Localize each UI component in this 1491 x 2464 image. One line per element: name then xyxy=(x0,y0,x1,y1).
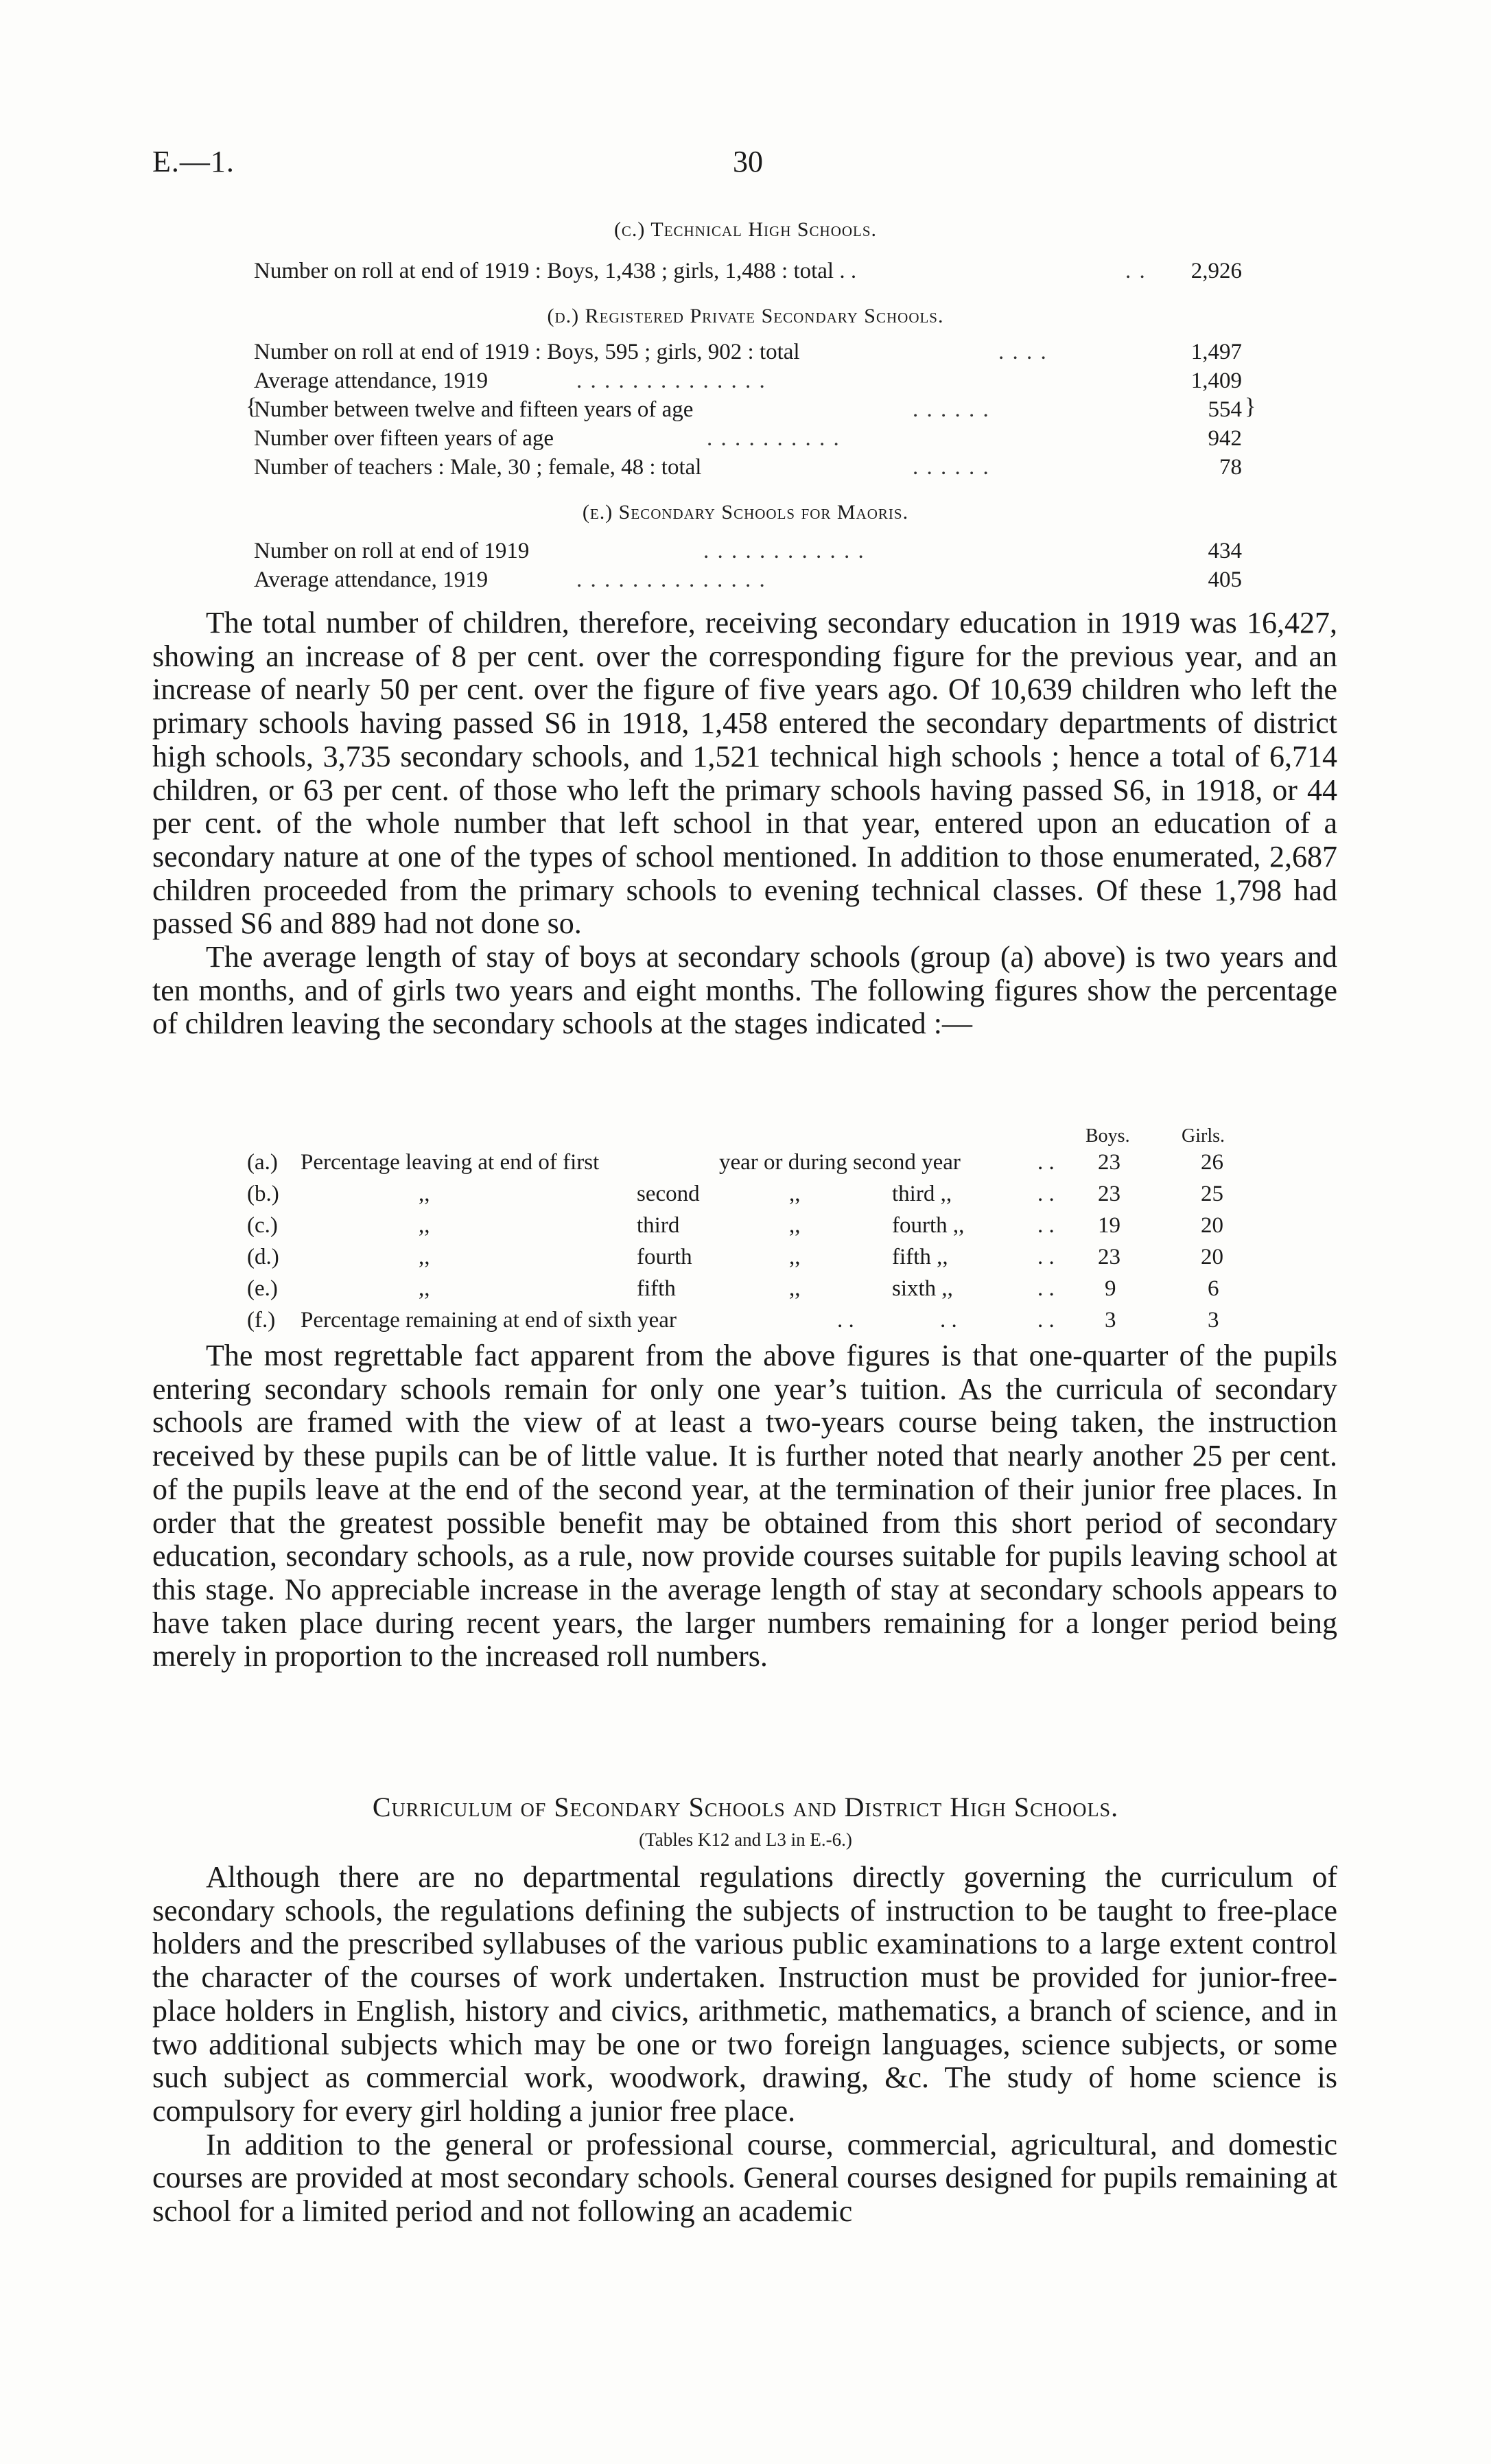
table-row: (a.) Percentage leaving at end of first year or during second year . . 23 26 xyxy=(247,1150,1223,1175)
technical-title: (c.) Technical High Schools. xyxy=(613,218,878,241)
stat-row: Number on roll at end of 1919 : Boys, 1,438 ; girls, 1,488 : total . . . . 2,926 xyxy=(254,259,1242,283)
stat-row: Number on roll at end of 1919 : Boys, 595 ; girls, 902 : total . . . . 1,497 xyxy=(254,340,1242,364)
table-row: (d.) ,, fourth ,, fifth ,, . . 23 20 xyxy=(247,1245,1223,1269)
maori-title: (e.) Secondary Schools for Maoris. xyxy=(582,501,909,524)
stat-row: Number on roll at end of 1919 . . . . . . . . . . . . 434 xyxy=(254,539,1242,563)
series-label: E.—1. xyxy=(152,145,235,178)
paragraph: The total number of children, therefore, receiving secondary education in 1919 was 16,427, showing an increase of 8 per cent. over the corresponding figure for the previous year, and an increase of nearly 50 per cent. over the figure of five years ago. Of 10,639 children who left the primary schools having passed S6 in 1918, 1,458 entered the secondary departments of district high schools, 3,735 secondary schools, and 1,521 technical high schools ; hence a total of 6,714 children, or 63 per cent. of those who left the primary schools having passed S6, in 1918, or 44 per cent. of the whole number that left school in that year, entered upon an education of a secondary nature at one of the types of school mentioned. In addition to those enumerated, 2,687 children proceeded from the primary schools to evening technical classes. Of these 1,798 had passed S6 and 889 had not done so. xyxy=(152,606,1337,941)
stat-row: Average attendance, 1919 . . . . . . . . . . . . . . 405 xyxy=(254,567,1242,592)
paragraph: Although there are no departmental regulations directly governing the curriculum of secondary schools, the regulations defining the subjects of instruction to be taught to free-place holders and the prescribed syllabuses of the various public examinations to a large extent control the character of the courses of work undertaken. Instruction must be provided for junior-free-place holders in English, history and civics, arithmetic, mathematics, a branch of science, and in two additional subjects which may be one or two foreign languages, science subjects, or some such subject as commercial work, woodwork, drawing, &c. The study of home science is compulsory for every girl holding a junior free place. xyxy=(152,1860,1337,2128)
curriculum-subheading: (Tables K12 and L3 in E.-6.) xyxy=(639,1829,852,1850)
stat-row: Average attendance, 1919 . . . . . . . . . . . . . . 1,409 xyxy=(254,368,1242,393)
paragraph: The average length of stay of boys at secondary schools (group (a) above) is two years and ten months, and of girls two years and eight months. The following figures show the percentage of children leaving the secondary schools at the stages indicated :— xyxy=(152,940,1337,1041)
page-number: 30 xyxy=(733,145,763,178)
table-row: (c.) ,, third ,, fourth ,, . . 19 20 xyxy=(247,1213,1223,1238)
curriculum-heading: Curriculum of Secondary Schools and District High Schools. xyxy=(372,1792,1119,1822)
table-row: (b.) ,, second ,, third ,, . . 23 25 xyxy=(247,1182,1223,1206)
body-text-block-3 xyxy=(152,1861,1337,2229)
stat-row: Number between twelve and fifteen years of age . . . . . . 554 xyxy=(254,397,1242,422)
table-row: (e.) ,, fifth ,, sixth ,, . . 9 6 xyxy=(247,1276,1219,1301)
private-title: (d.) Registered Private Secondary Schools. xyxy=(547,305,944,327)
col-header-boys: Boys. xyxy=(1085,1125,1130,1147)
body-text-block-2 xyxy=(152,1339,1337,1674)
brace-right: } xyxy=(1245,394,1256,419)
body-text-block-1 xyxy=(152,607,1337,1041)
stat-row: Number of teachers : Male, 30 ; female, 48 : total . . . . . . 78 xyxy=(254,455,1242,480)
paragraph: In addition to the general or professional course, commercial, agricultural, and domestic courses are provided at most secondary schools. General courses designed for pupils remaining at school for a limited period and not following an academic xyxy=(152,2127,1337,2229)
paragraph: The most regrettable fact apparent from the above figures is that one-quarter of the pupils entering secondary schools remain for only one year’s tuition. As the curricula of secondary schools are framed with the view of at least a two-years course being taken, the instruction received by these pupils can be of little value. It is further noted that nearly another 25 per cent. of the pupils leave at the end of the second year, at the termination of their junior free places. In order that the greatest possible benefit may be obtained from this short period of secondary education, secondary schools, as a rule, now provide courses suitable for pupils leaving school at this stage. No appreciable increase in the average length of stay at secondary schools appears to have taken place during recent years, the larger numbers remaining for a longer period being merely in proportion to the increased roll numbers. xyxy=(152,1339,1337,1674)
stat-row: Number over fifteen years of age . . . . . . . . . . 942 xyxy=(254,426,1242,451)
col-header-girls: Girls. xyxy=(1182,1125,1225,1147)
table-row: (f.) Percentage remaining at end of sixth year . . . . . . 3 3 xyxy=(247,1308,1219,1333)
brace-left: { xyxy=(246,394,257,419)
